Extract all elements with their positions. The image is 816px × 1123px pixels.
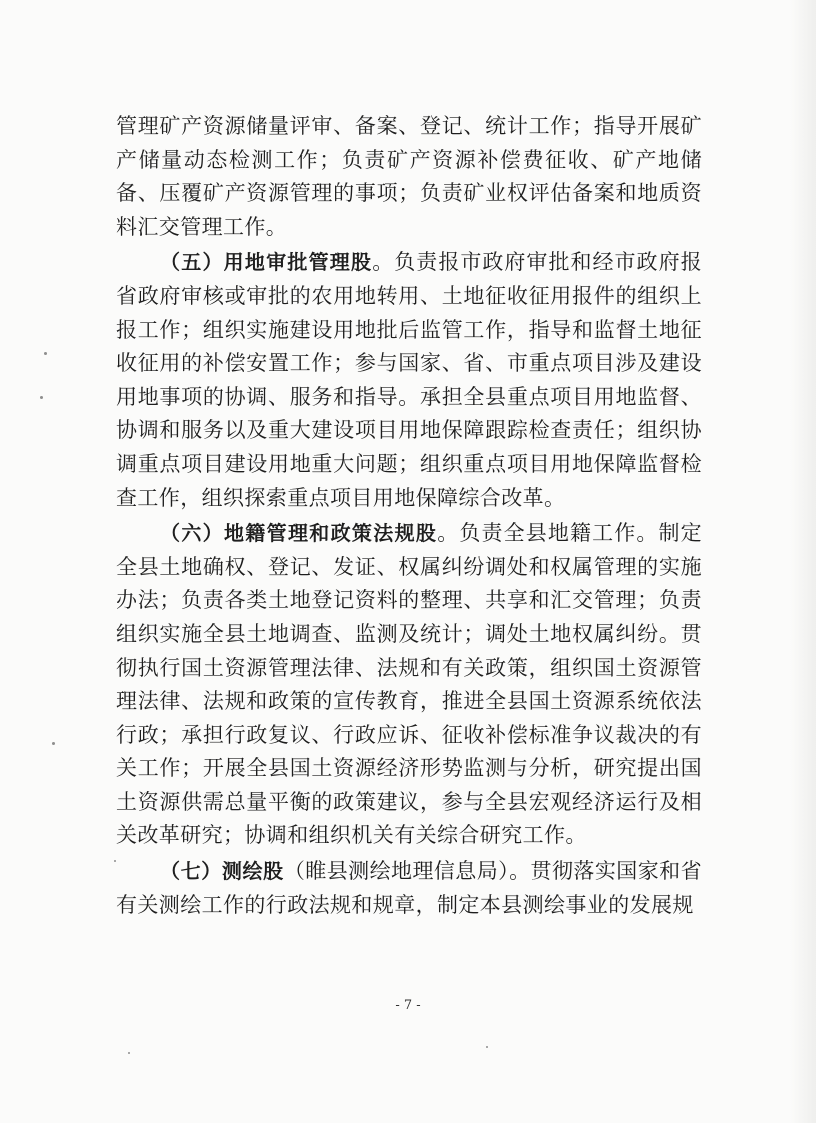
- page-number: - 7 -: [395, 998, 421, 1013]
- paragraph-text: 管理矿产资源储量评审、备案、登记、统计工作；指导开展矿产储量动态检测工作；负责矿产资源补偿费征收、矿产地储备、压覆矿产资源管理的事项；负责矿业权评估备案和地质资料汇交管理工作。: [116, 114, 702, 239]
- paragraph-continued: [116, 110, 702, 244]
- scan-speck: [40, 396, 43, 399]
- scan-shadow-edge: [790, 0, 816, 1123]
- section-heading-5: （五）用地审批管理股: [160, 250, 373, 275]
- paragraph-land-approval: [116, 246, 702, 515]
- section-heading-6: （六）地籍管理和政策法规股: [160, 521, 438, 546]
- scan-speck: [44, 352, 47, 355]
- paragraph-text: （睢县测绘地理信息局）。贯彻落实国家和省有关测绘工作的行政法规和规章，制定本县测绘事业的发展规: [116, 859, 703, 917]
- section-heading-7: （七）测绘股: [160, 859, 284, 884]
- scan-speck: [486, 1046, 488, 1048]
- scan-speck: [52, 742, 55, 745]
- paragraph-surveying: [116, 855, 702, 922]
- scan-speck: [114, 860, 116, 862]
- paragraph-text: 。负责全县地籍工作。制定全县土地确权、登记、发证、权属纠纷调处和权属管理的实施办法；负责各类土地登记资料的整理、共享和汇交管理；负责组织实施全县土地调查、监测及统计；调处土地权属纠纷。贯彻执行国土资源管理法律、法规和有关政策，组织国土资源管理法律、法规和政策的宣传教育，推进全县国土资源系统依法行政；承担行政复议、行政应诉、征收补偿标准争议裁决的有关工作；开展全县国土资源经济形势监测与分析，研究提出国土资源供需总量平衡的政策建议，参与全县宏观经济运行及相关改革研究；协调和组织机关有关综合研究工作。: [116, 521, 702, 848]
- document-body: [116, 110, 702, 924]
- paragraph-cadastre-policy: [116, 517, 702, 853]
- scan-speck: [128, 1052, 130, 1054]
- paragraph-text: 。负责报市政府审批和经市政府报省政府审核或审批的农用地转用、土地征收征用报件的组织上报工作；组织实施建设用地批后监管工作，指导和监督土地征收征用的补偿安置工作；参与国家、省、市重点项目涉及建设用地事项的协调、服务和指导。承担全县重点项目用地监督、协调和服务以及重大建设项目用地保障跟踪检查责任；组织协调重点项目建设用地重大问题；组织重点项目用地保障监督检查工作，组织探索重点项目用地保障综合改革。: [116, 250, 702, 510]
